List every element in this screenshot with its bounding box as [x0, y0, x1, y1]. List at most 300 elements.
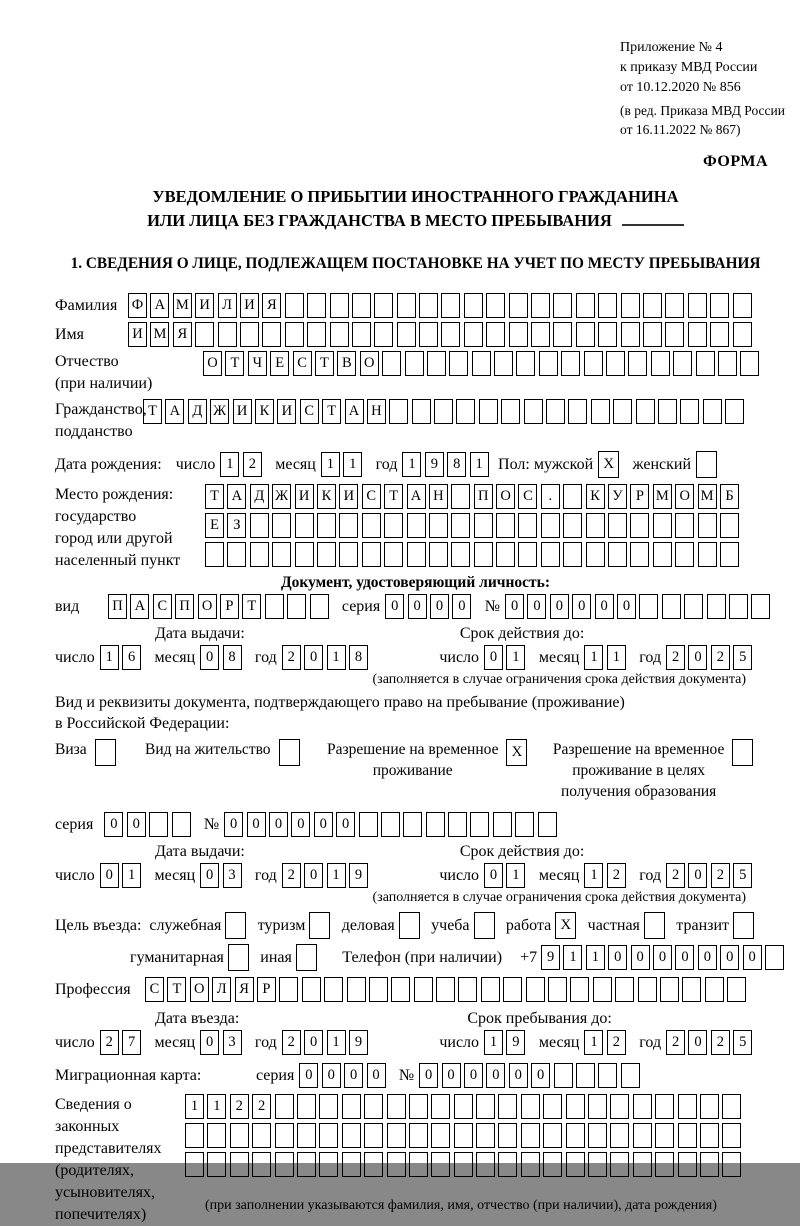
char-box[interactable] — [330, 322, 349, 347]
checkbox-cell[interactable] — [732, 739, 753, 766]
char-box[interactable]: С — [293, 351, 312, 376]
char-box[interactable]: 1 — [484, 1030, 503, 1055]
char-box[interactable] — [662, 594, 681, 619]
char-box[interactable] — [655, 1094, 674, 1119]
char-box[interactable]: С — [362, 484, 381, 509]
char-box[interactable]: 1 — [327, 1030, 346, 1055]
char-box[interactable]: 1 — [584, 645, 603, 670]
char-box[interactable]: 0 — [675, 945, 694, 970]
char-box[interactable]: Я — [173, 322, 192, 347]
checkbox-cell[interactable] — [474, 912, 495, 939]
char-box[interactable]: 2 — [100, 1030, 119, 1055]
char-box[interactable]: 1 — [402, 452, 421, 477]
char-box[interactable] — [610, 1094, 629, 1119]
char-box[interactable] — [464, 322, 483, 347]
char-box[interactable]: Ф — [128, 293, 147, 318]
char-box[interactable]: 0 — [617, 594, 636, 619]
char-box[interactable] — [429, 542, 448, 567]
char-box[interactable] — [227, 542, 246, 567]
char-box[interactable] — [503, 977, 522, 1002]
char-box[interactable] — [621, 322, 640, 347]
char-box[interactable] — [451, 513, 470, 538]
char-box[interactable]: 0 — [698, 945, 717, 970]
char-box[interactable]: Я — [262, 293, 281, 318]
char-box[interactable]: 0 — [572, 594, 591, 619]
char-box[interactable] — [317, 542, 336, 567]
char-box[interactable] — [250, 542, 269, 567]
char-box[interactable]: Д — [250, 484, 269, 509]
char-box[interactable]: Д — [188, 399, 207, 424]
char-box[interactable] — [543, 1152, 562, 1177]
char-box[interactable] — [688, 322, 707, 347]
char-box[interactable] — [653, 542, 672, 567]
char-box[interactable] — [526, 977, 545, 1002]
char-box[interactable] — [698, 513, 717, 538]
char-box[interactable] — [518, 513, 537, 538]
char-box[interactable]: 2 — [711, 1030, 730, 1055]
char-box[interactable] — [561, 351, 580, 376]
char-box[interactable]: 8 — [223, 645, 242, 670]
char-box[interactable] — [628, 351, 647, 376]
char-box[interactable]: 0 — [509, 1063, 528, 1088]
char-box[interactable] — [498, 1123, 517, 1148]
char-box[interactable] — [539, 351, 558, 376]
char-box[interactable] — [615, 977, 634, 1002]
char-box[interactable] — [725, 399, 744, 424]
char-box[interactable] — [538, 812, 557, 837]
char-box[interactable]: 2 — [666, 1030, 685, 1055]
char-box[interactable] — [733, 293, 752, 318]
char-box[interactable] — [675, 542, 694, 567]
char-box[interactable]: 9 — [349, 1030, 368, 1055]
char-box[interactable]: . — [541, 484, 560, 509]
char-box[interactable]: 8 — [447, 452, 466, 477]
char-box[interactable] — [630, 542, 649, 567]
char-box[interactable]: 3 — [223, 863, 242, 888]
char-box[interactable] — [698, 542, 717, 567]
char-box[interactable]: 2 — [282, 863, 301, 888]
char-box[interactable] — [563, 513, 582, 538]
char-box[interactable] — [486, 322, 505, 347]
char-box[interactable] — [295, 542, 314, 567]
char-box[interactable]: 0 — [486, 1063, 505, 1088]
char-box[interactable]: 0 — [269, 812, 288, 837]
char-box[interactable] — [729, 594, 748, 619]
char-box[interactable]: Л — [212, 977, 231, 1002]
char-box[interactable] — [703, 399, 722, 424]
char-box[interactable]: 0 — [367, 1063, 386, 1088]
char-box[interactable]: 0 — [419, 1063, 438, 1088]
char-box[interactable]: 2 — [252, 1094, 271, 1119]
char-box[interactable]: Ж — [272, 484, 291, 509]
char-box[interactable] — [302, 977, 321, 1002]
char-box[interactable] — [588, 1152, 607, 1177]
char-box[interactable] — [720, 513, 739, 538]
char-box[interactable] — [339, 513, 358, 538]
char-box[interactable] — [250, 513, 269, 538]
char-box[interactable] — [546, 399, 565, 424]
char-box[interactable] — [185, 1152, 204, 1177]
char-box[interactable]: 0 — [304, 863, 323, 888]
char-box[interactable]: М — [173, 293, 192, 318]
char-box[interactable] — [285, 322, 304, 347]
char-box[interactable] — [665, 322, 684, 347]
char-box[interactable] — [680, 399, 699, 424]
char-box[interactable]: И — [195, 293, 214, 318]
char-box[interactable] — [718, 351, 737, 376]
char-box[interactable] — [342, 1094, 361, 1119]
char-box[interactable]: Т — [322, 399, 341, 424]
char-box[interactable]: 0 — [720, 945, 739, 970]
char-box[interactable] — [655, 1152, 674, 1177]
char-box[interactable] — [405, 351, 424, 376]
char-box[interactable]: 0 — [200, 645, 219, 670]
char-box[interactable] — [464, 293, 483, 318]
char-box[interactable] — [364, 1094, 383, 1119]
char-box[interactable]: 0 — [550, 594, 569, 619]
char-box[interactable] — [675, 513, 694, 538]
char-box[interactable] — [643, 293, 662, 318]
char-box[interactable]: 2 — [282, 1030, 301, 1055]
char-box[interactable] — [707, 594, 726, 619]
char-box[interactable] — [429, 513, 448, 538]
char-box[interactable] — [653, 513, 672, 538]
char-box[interactable] — [449, 351, 468, 376]
char-box[interactable] — [279, 977, 298, 1002]
char-box[interactable]: 1 — [321, 452, 340, 477]
char-box[interactable] — [541, 513, 560, 538]
checkbox-cell[interactable] — [309, 912, 330, 939]
char-box[interactable]: 1 — [207, 1094, 226, 1119]
char-box[interactable] — [295, 513, 314, 538]
char-box[interactable] — [195, 322, 214, 347]
char-box[interactable] — [665, 293, 684, 318]
char-box[interactable] — [621, 1063, 640, 1088]
char-box[interactable]: 1 — [122, 863, 141, 888]
char-box[interactable] — [541, 542, 560, 567]
char-box[interactable] — [441, 293, 460, 318]
char-box[interactable]: 2 — [282, 645, 301, 670]
char-box[interactable] — [381, 812, 400, 837]
char-box[interactable] — [476, 1152, 495, 1177]
char-box[interactable] — [700, 1123, 719, 1148]
char-box[interactable] — [673, 351, 692, 376]
char-box[interactable] — [389, 399, 408, 424]
char-box[interactable] — [412, 399, 431, 424]
char-box[interactable] — [598, 1063, 617, 1088]
char-box[interactable] — [297, 1094, 316, 1119]
char-box[interactable] — [682, 977, 701, 1002]
char-box[interactable] — [339, 542, 358, 567]
char-box[interactable]: 5 — [733, 863, 752, 888]
char-box[interactable]: 0 — [531, 1063, 550, 1088]
char-box[interactable] — [705, 977, 724, 1002]
char-box[interactable] — [272, 513, 291, 538]
char-box[interactable] — [591, 399, 610, 424]
char-box[interactable]: Р — [220, 594, 239, 619]
char-box[interactable] — [696, 351, 715, 376]
char-box[interactable]: 0 — [743, 945, 762, 970]
char-box[interactable]: Т — [384, 484, 403, 509]
char-box[interactable] — [630, 513, 649, 538]
char-box[interactable] — [531, 293, 550, 318]
char-box[interactable]: 0 — [595, 594, 614, 619]
char-box[interactable] — [660, 977, 679, 1002]
char-box[interactable] — [397, 322, 416, 347]
char-box[interactable]: И — [233, 399, 252, 424]
char-box[interactable] — [407, 542, 426, 567]
char-box[interactable]: М — [698, 484, 717, 509]
char-box[interactable] — [205, 542, 224, 567]
char-box[interactable] — [655, 1123, 674, 1148]
char-box[interactable] — [643, 322, 662, 347]
char-box[interactable] — [586, 542, 605, 567]
char-box[interactable] — [548, 977, 567, 1002]
char-box[interactable] — [409, 1152, 428, 1177]
char-box[interactable]: А — [165, 399, 184, 424]
char-box[interactable]: Р — [630, 484, 649, 509]
char-box[interactable] — [576, 293, 595, 318]
char-box[interactable] — [262, 322, 281, 347]
char-box[interactable]: 2 — [711, 863, 730, 888]
char-box[interactable]: Ж — [210, 399, 229, 424]
char-box[interactable] — [359, 812, 378, 837]
char-box[interactable] — [387, 1152, 406, 1177]
char-box[interactable] — [426, 812, 445, 837]
char-box[interactable]: 0 — [385, 594, 404, 619]
char-box[interactable]: 0 — [631, 945, 650, 970]
char-box[interactable] — [554, 1063, 573, 1088]
char-box[interactable]: А — [407, 484, 426, 509]
char-box[interactable] — [403, 812, 422, 837]
checkbox-cell[interactable] — [399, 912, 420, 939]
char-box[interactable] — [740, 351, 759, 376]
char-box[interactable] — [639, 594, 658, 619]
char-box[interactable] — [563, 484, 582, 509]
char-box[interactable]: 0 — [484, 863, 503, 888]
char-box[interactable]: К — [317, 484, 336, 509]
char-box[interactable] — [419, 322, 438, 347]
char-box[interactable] — [364, 1123, 383, 1148]
char-box[interactable]: 0 — [224, 812, 243, 837]
char-box[interactable] — [498, 1152, 517, 1177]
char-box[interactable] — [678, 1123, 697, 1148]
char-box[interactable] — [613, 399, 632, 424]
char-box[interactable] — [287, 594, 306, 619]
char-box[interactable] — [494, 351, 513, 376]
char-box[interactable]: 0 — [505, 594, 524, 619]
char-box[interactable] — [458, 977, 477, 1002]
char-box[interactable] — [352, 293, 371, 318]
char-box[interactable]: 0 — [408, 594, 427, 619]
char-box[interactable] — [722, 1123, 741, 1148]
char-box[interactable]: 1 — [185, 1094, 204, 1119]
char-box[interactable] — [319, 1152, 338, 1177]
checkbox-cell[interactable] — [296, 944, 317, 971]
char-box[interactable] — [710, 322, 729, 347]
char-box[interactable] — [621, 293, 640, 318]
checkbox-cell[interactable] — [696, 451, 717, 478]
char-box[interactable]: 6 — [122, 645, 141, 670]
char-box[interactable] — [593, 977, 612, 1002]
char-box[interactable] — [563, 542, 582, 567]
char-box[interactable] — [658, 399, 677, 424]
checkbox-cell[interactable] — [644, 912, 665, 939]
char-box[interactable] — [678, 1152, 697, 1177]
char-box[interactable] — [419, 293, 438, 318]
char-box[interactable] — [521, 1094, 540, 1119]
char-box[interactable] — [636, 399, 655, 424]
char-box[interactable] — [362, 513, 381, 538]
char-box[interactable]: 0 — [442, 1063, 461, 1088]
char-box[interactable] — [633, 1152, 652, 1177]
char-box[interactable]: Н — [429, 484, 448, 509]
char-box[interactable] — [543, 1094, 562, 1119]
char-box[interactable] — [515, 812, 534, 837]
char-box[interactable] — [553, 293, 572, 318]
char-box[interactable]: И — [339, 484, 358, 509]
char-box[interactable] — [474, 542, 493, 567]
char-box[interactable]: И — [277, 399, 296, 424]
checkbox-cell[interactable]: X — [506, 739, 527, 766]
char-box[interactable] — [521, 1123, 540, 1148]
char-box[interactable] — [638, 977, 657, 1002]
char-box[interactable] — [688, 293, 707, 318]
checkbox-cell[interactable]: X — [555, 912, 576, 939]
char-box[interactable]: Т — [143, 399, 162, 424]
char-box[interactable]: В — [337, 351, 356, 376]
char-box[interactable] — [633, 1123, 652, 1148]
char-box[interactable] — [598, 293, 617, 318]
char-box[interactable] — [651, 351, 670, 376]
char-box[interactable] — [436, 977, 455, 1002]
char-box[interactable] — [414, 977, 433, 1002]
char-box[interactable] — [330, 293, 349, 318]
char-box[interactable] — [342, 1123, 361, 1148]
char-box[interactable] — [307, 322, 326, 347]
char-box[interactable] — [427, 351, 446, 376]
char-box[interactable]: 2 — [607, 1030, 626, 1055]
char-box[interactable] — [434, 399, 453, 424]
char-box[interactable] — [531, 322, 550, 347]
char-box[interactable] — [364, 1152, 383, 1177]
char-box[interactable] — [700, 1152, 719, 1177]
char-box[interactable] — [479, 399, 498, 424]
char-box[interactable]: 0 — [291, 812, 310, 837]
char-box[interactable] — [384, 513, 403, 538]
char-box[interactable]: Р — [257, 977, 276, 1002]
char-box[interactable]: 0 — [314, 812, 333, 837]
char-box[interactable] — [751, 594, 770, 619]
char-box[interactable] — [476, 1094, 495, 1119]
char-box[interactable] — [576, 322, 595, 347]
char-box[interactable] — [384, 542, 403, 567]
char-box[interactable] — [722, 1094, 741, 1119]
char-box[interactable] — [608, 513, 627, 538]
char-box[interactable]: 0 — [304, 1030, 323, 1055]
char-box[interactable] — [570, 977, 589, 1002]
char-box[interactable]: 0 — [336, 812, 355, 837]
char-box[interactable]: У — [608, 484, 627, 509]
char-box[interactable]: А — [130, 594, 149, 619]
char-box[interactable]: 2 — [666, 645, 685, 670]
char-box[interactable] — [387, 1094, 406, 1119]
char-box[interactable] — [509, 293, 528, 318]
char-box[interactable]: А — [150, 293, 169, 318]
char-box[interactable]: М — [653, 484, 672, 509]
char-box[interactable]: 2 — [230, 1094, 249, 1119]
char-box[interactable] — [486, 293, 505, 318]
char-box[interactable]: С — [518, 484, 537, 509]
char-box[interactable]: П — [474, 484, 493, 509]
char-box[interactable] — [586, 513, 605, 538]
char-box[interactable]: Т — [167, 977, 186, 1002]
char-box[interactable]: 1 — [584, 1030, 603, 1055]
char-box[interactable] — [409, 1123, 428, 1148]
char-box[interactable]: 9 — [425, 452, 444, 477]
char-box[interactable]: 7 — [122, 1030, 141, 1055]
char-box[interactable]: 0 — [247, 812, 266, 837]
char-box[interactable] — [207, 1123, 226, 1148]
char-box[interactable] — [765, 945, 784, 970]
char-box[interactable] — [382, 351, 401, 376]
char-box[interactable]: Я — [235, 977, 254, 1002]
char-box[interactable]: 0 — [430, 594, 449, 619]
char-box[interactable]: А — [227, 484, 246, 509]
char-box[interactable] — [347, 977, 366, 1002]
char-box[interactable] — [207, 1152, 226, 1177]
char-box[interactable]: 0 — [484, 645, 503, 670]
char-box[interactable] — [454, 1123, 473, 1148]
char-box[interactable]: 0 — [200, 1030, 219, 1055]
char-box[interactable]: И — [240, 293, 259, 318]
char-box[interactable] — [407, 513, 426, 538]
char-box[interactable]: С — [153, 594, 172, 619]
char-box[interactable]: С — [300, 399, 319, 424]
char-box[interactable] — [576, 1063, 595, 1088]
char-box[interactable] — [265, 594, 284, 619]
char-box[interactable] — [319, 1123, 338, 1148]
char-box[interactable] — [391, 977, 410, 1002]
char-box[interactable] — [285, 293, 304, 318]
char-box[interactable] — [448, 812, 467, 837]
char-box[interactable]: С — [145, 977, 164, 1002]
char-box[interactable] — [610, 1152, 629, 1177]
char-box[interactable] — [588, 1123, 607, 1148]
checkbox-cell[interactable] — [228, 944, 249, 971]
char-box[interactable] — [275, 1152, 294, 1177]
char-box[interactable] — [252, 1123, 271, 1148]
char-box[interactable]: Т — [315, 351, 334, 376]
char-box[interactable]: Т — [242, 594, 261, 619]
char-box[interactable] — [240, 322, 259, 347]
char-box[interactable]: З — [227, 513, 246, 538]
char-box[interactable] — [317, 513, 336, 538]
char-box[interactable] — [496, 513, 515, 538]
char-box[interactable]: 0 — [344, 1063, 363, 1088]
char-box[interactable] — [319, 1094, 338, 1119]
char-box[interactable]: 0 — [688, 863, 707, 888]
char-box[interactable]: 0 — [304, 645, 323, 670]
char-box[interactable] — [588, 1094, 607, 1119]
char-box[interactable]: 9 — [541, 945, 560, 970]
char-box[interactable] — [543, 1123, 562, 1148]
char-box[interactable] — [431, 1123, 450, 1148]
char-box[interactable] — [451, 484, 470, 509]
char-box[interactable]: П — [175, 594, 194, 619]
char-box[interactable]: 1 — [563, 945, 582, 970]
char-box[interactable]: 0 — [100, 863, 119, 888]
